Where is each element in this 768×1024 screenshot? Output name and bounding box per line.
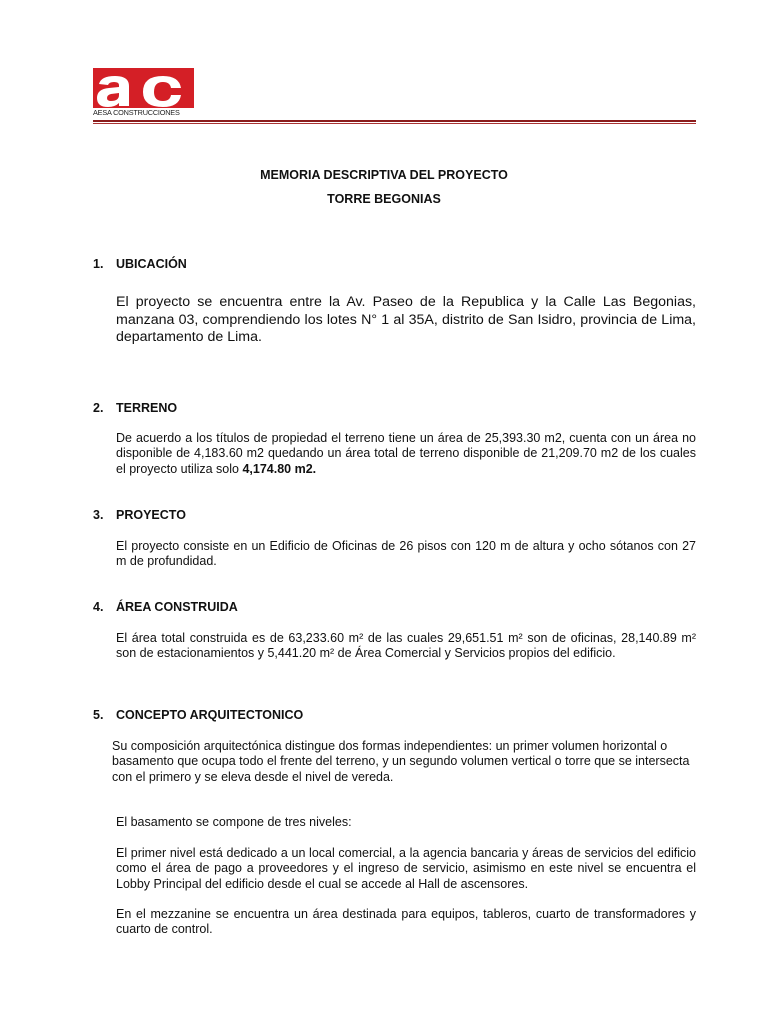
- section-paragraph: En el mezzanine se encuentra un área destinada para equipos, tableros, cuarto de transformadores y cuarto de control.: [116, 907, 696, 937]
- paragraph-text: De acuerdo a los títulos de propiedad el terreno tiene un área de 25,393.30 m2, cuenta con un área no disponible de 4,183.60 m2 quedando un área total de terreno disponible de 21,209.70 m2 de los cuales el proyecto utiliza solo: [116, 431, 696, 476]
- document-subtitle: TORRE BEGONIAS: [327, 192, 441, 206]
- section-paragraph: El proyecto consiste en un Edificio de Oficinas de 26 pisos con 120 m de altura y ocho sótanos con 27 m de profundidad.: [116, 539, 696, 569]
- logo-mark: [93, 68, 194, 108]
- document-title: MEMORIA DESCRIPTIVA DEL PROYECTO: [260, 168, 508, 182]
- section-number: 1.: [93, 257, 104, 271]
- section-number: 2.: [93, 401, 104, 415]
- header-rule-thin: [93, 123, 696, 124]
- header-rule: [93, 120, 696, 122]
- section-title: TERRENO: [116, 401, 178, 415]
- section-title: CONCEPTO ARQUITECTONICO: [116, 708, 304, 722]
- section-number: 3.: [93, 508, 104, 522]
- section-title: PROYECTO: [116, 508, 186, 522]
- section-heading-concepto: [93, 708, 303, 722]
- section-heading-area-construida: [93, 600, 238, 614]
- section-title: UBICACIÓN: [116, 257, 187, 271]
- ac-logo-icon: [93, 68, 194, 108]
- section-heading-terreno: [93, 401, 177, 415]
- company-logo: [93, 68, 195, 119]
- section-paragraph: El proyecto se encuentra entre la Av. Paseo de la Republica y la Calle Las Begonias, manzana 03, comprendiendo los lotes N° 1 al 35A, distrito de San Isidro, provincia de Lima, departamento de Lima.: [116, 294, 696, 345]
- section-number: 4.: [93, 600, 104, 614]
- section-paragraph: Su composición arquitectónica distingue dos formas independientes: un primer volumen horizontal o basamento que ocupa todo el frente del terreno, y un segundo volumen vertical o torre que se intersecta con el primero y se eleva desde el nivel de vereda.: [112, 739, 690, 784]
- section-heading-ubicacion: [93, 257, 187, 271]
- section-heading-proyecto: [93, 508, 186, 522]
- section-number: 5.: [93, 708, 104, 722]
- section-paragraph: [116, 431, 696, 477]
- section-paragraph: El primer nivel está dedicado a un local comercial, a la agencia bancaria y áreas de servicios del edificio como el área de pago a proveedores y el ingreso de servicio, asimismo en este nivel se encuentra el Lobby Principal del edificio desde el cual se accede al Hall de ascensores.: [116, 846, 696, 891]
- section-paragraph: El basamento se compone de tres niveles:: [116, 815, 352, 829]
- highlighted-area: 4,174.80 m2.: [242, 461, 317, 476]
- company-name: AESA CONSTRUCCIONES: [93, 108, 180, 117]
- section-paragraph: El área total construida es de 63,233.60 m² de las cuales 29,651.51 m² son de oficinas, 28,140.89 m² son de estacionamientos y 5,441.20 m² de Área Comercial y Servicios propios del edificio.: [116, 631, 696, 661]
- section-title: ÁREA CONSTRUIDA: [116, 600, 238, 614]
